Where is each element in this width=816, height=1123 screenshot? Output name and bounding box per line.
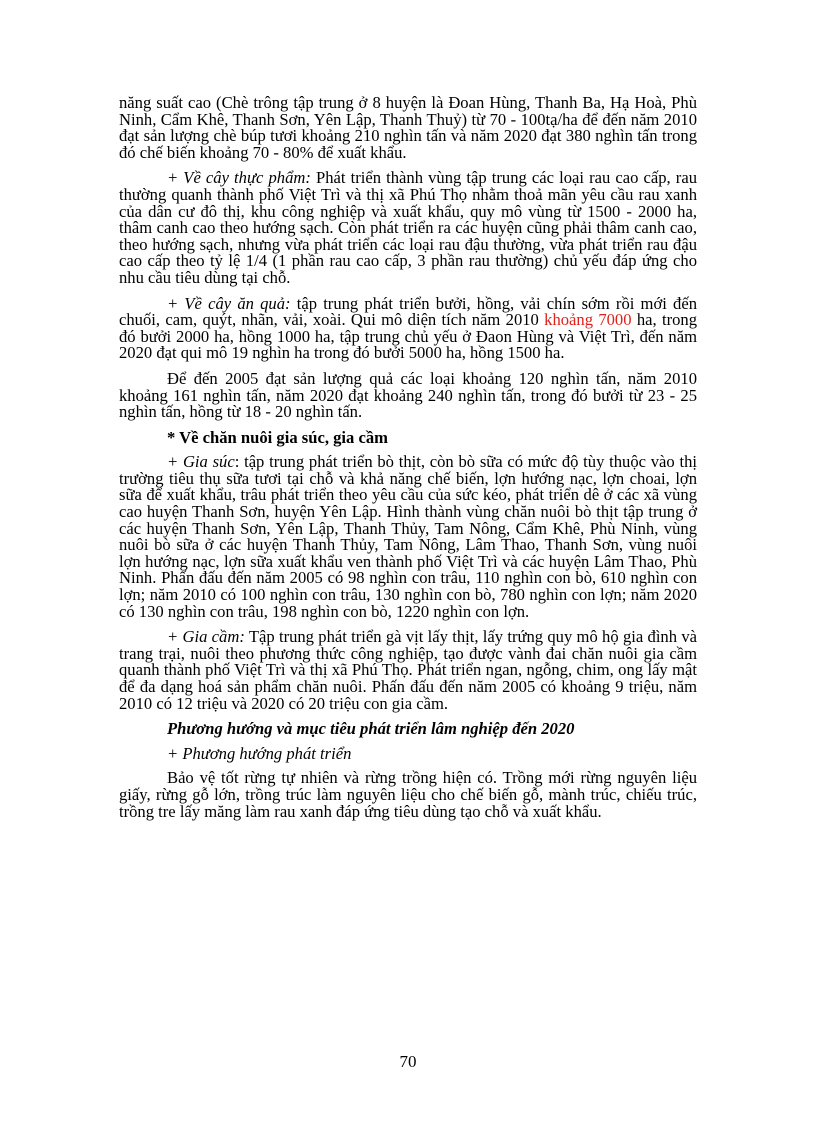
section-heading-livestock: * Về chăn nuôi gia súc, gia cầm	[167, 427, 388, 447]
cattle-lead: + Gia súc	[167, 452, 235, 472]
paragraph-fruit-output: Để đến 2005 đạt sản lượng quả các loại khoảng 120 nghìn tấn, năm 2010 khoảng 161 nghìn tấn, năm 2020 đạt khoảng 240 nghìn tấn, trong đó bưởi từ 23 - 25 nghìn tấn, hồng từ 18 - 20 nghìn tấn.	[119, 368, 697, 422]
poultry-text: Tập trung phát triển gà vịt lấy thịt, lấy trứng quy mô hộ gia đình và trang trại, nuôi theo phương thức công nghiệp, tạo được vành đai chăn nuôi gia cầm quanh thành phố Việt Trì và thị xã Phú Thọ. Phát triển ngan, ngỗng, chim, ong lấy mật để đa dạng hoá sản phẩm chăn nuôi. Phấn đấu đến năm 2005 có khoảng 9 triệu, năm 2010 có 12 triệu và 2020 có 20 triệu con gia cầm.	[119, 627, 697, 713]
paragraph-poultry	[119, 629, 697, 712]
cattle-text: : tập trung phát triển bò thịt, còn bò sữa có mức độ tùy thuộc vào thị trường tiêu thụ sữa tươi tại chỗ và khả năng chế biến, lợn hướng nạc, lợn choai, lợn sữa để xuất khẩu, trâu phát triển theo yêu cầu của sức kéo, phát triển dê ở các xã vùng cao huyện Thanh Sơn, huyện Yên Lập. Hình thành vùng chăn nuôi bò thịt tập trung ở các huyện Thanh Sơn, Yên Lập, Thanh Thủy, Tam Nông, Cẩm Khê, Phù Ninh, vùng nuôi bò sữa ở các huyện Thanh Thủy, Tam Nông, Lâm Thao, Thanh Sơn, vùng nuôi lợn hướng nạc, lợn sữa xuất khẩu ven thành phố Việt Trì và các huyện Lâm Thao, Phù Ninh. Phấn đấu đến năm 2005 có 98 nghìn con trâu, 110 nghìn con bò, 610 nghìn con lợn; năm 2010 có 100 nghìn con trâu, 130 nghìn con bò, 780 nghìn con lợn; năm 2020 có 130 nghìn con trâu, 198 nghìn con bò, 1220 nghìn con lợn.	[119, 452, 697, 621]
subheading-direction-text: + Phương hướng phát triển	[167, 743, 352, 763]
section-heading-forestry: Phương hướng và mục tiêu phát triển lâm nghiệp đến 2020	[167, 719, 575, 739]
fruit-trees-lead: + Về cây ăn quả:	[167, 293, 291, 313]
food-crops-text: Phát triển thành vùng tập trung các loại rau cao cấp, rau thường quanh thành phố Việt Trì và thị xã Phú Thọ nhằm thoả mãn yêu cầu rau xanh của dân cư đô thị, khu công nghiệp và xuất khẩu, quy mô vùng từ 1500 - 2000 ha, thâm canh cao theo hướng sạch. Còn phát triển ra các huyện cũng phải thâm canh cao, theo hướng sạch, nhưng vừa phát triển các loại rau đậu thường, vừa phát triển rau đậu cao cấp theo tỷ lệ 1/4 (1 phần rau cao cấp, 3 phần rau thường) chủ yếu đáp ứng cho nhu cầu tiêu dùng tại chỗ.	[119, 168, 697, 287]
fruit-trees-text-a: tập trung phát triển bưởi, hồng, vải chín sớm rồi mới đến chuối, cam, quýt, nhãn, vải, xoài. Qui mô diện tích năm 2010	[119, 293, 697, 330]
paragraph-fruit-trees	[119, 293, 697, 363]
document-body	[119, 95, 697, 829]
fruit-trees-text-b: ha, trong đó bưởi 2000 ha, hồng 1000 ha, tập trung chủ yếu ở Đaon Hùng và Việt Trì, đến năm 2020 đạt qui mô 19 nghìn ha trong đó bưởi 5000 ha, hồng 1500 ha.	[119, 310, 697, 363]
paragraph-tea: năng suất cao (Chè trông tập trung ở 8 huyện là Đoan Hùng, Thanh Ba, Hạ Hoà, Phù Ninh, Cẩm Khê, Thanh Sơn, Yên Lập, Thanh Thuỷ) từ 70 - 100tạ/ha để đến năm 2010 đạt sản lượng chè búp tươi khoảng 210 nghìn tấn và năm 2020 đạt 380 nghìn tấn trong đó chế biến khoảng 70 - 80% để xuất khẩu.	[119, 93, 697, 162]
highlighted-text: khoảng 7000	[544, 310, 632, 330]
paragraph-forest-protection: Bảo vệ tốt rừng tự nhiên và rừng trồng hiện có. Trồng mới rừng nguyên liệu giấy, rừng gỗ lớn, trồng trúc làm nguyên liệu cho chế biến gỗ, mành trúc, chiếu trúc, trồng tre lấy măng làm rau xanh đáp ứng tiêu dùng tạo chỗ và xuất khẩu.	[119, 768, 697, 821]
paragraph-cattle	[119, 454, 697, 620]
paragraph-food-crops	[119, 170, 697, 286]
subheading-direction	[119, 743, 697, 763]
poultry-lead: + Gia cầm:	[167, 627, 245, 647]
food-crops-lead: + Về cây thực phẩm:	[167, 168, 311, 188]
page-number: 70	[399, 1052, 417, 1071]
